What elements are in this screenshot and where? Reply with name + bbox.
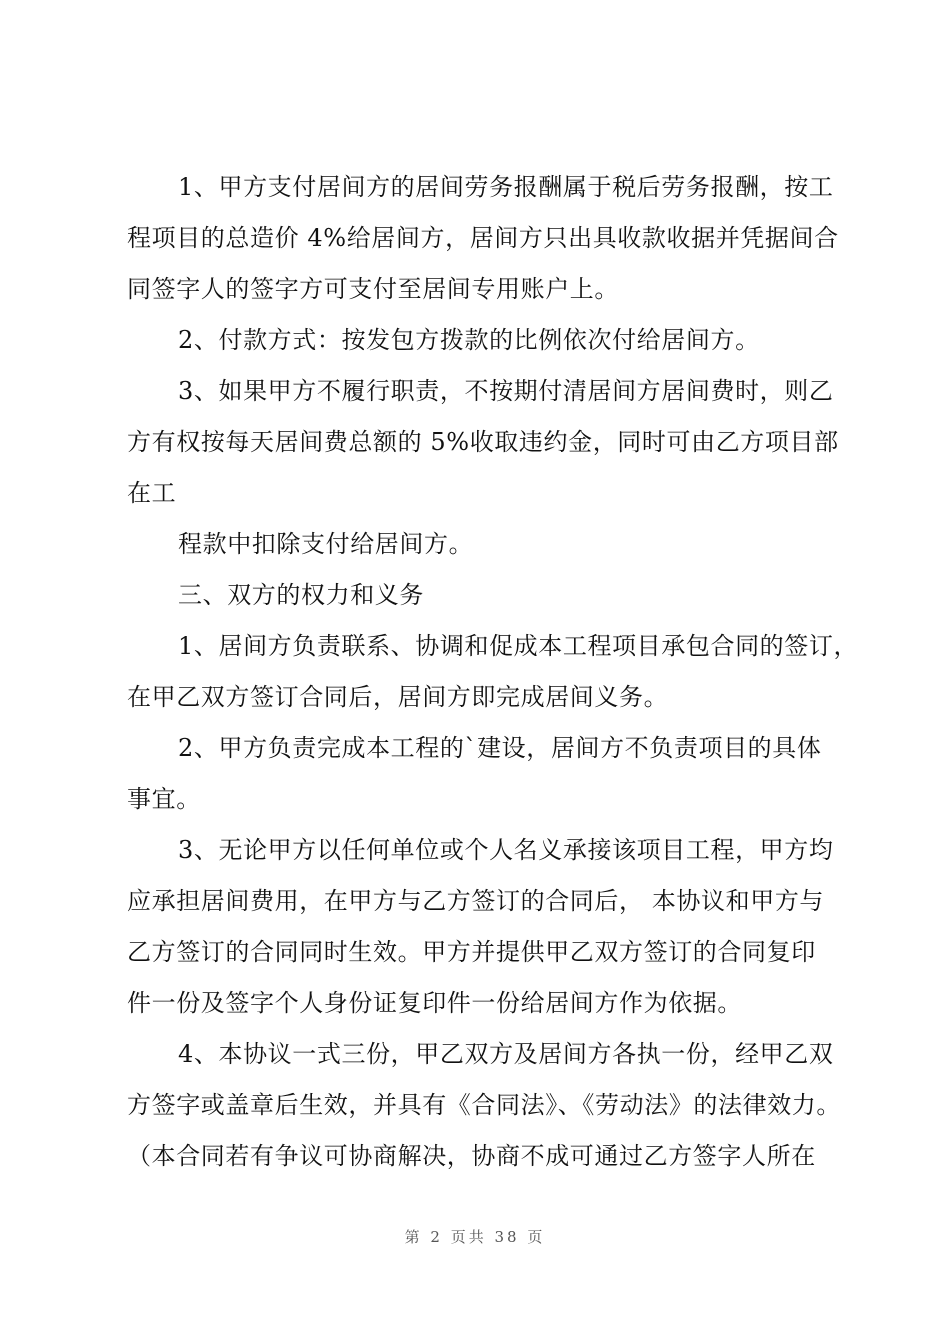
section-heading: 三、双方的权力和义务	[178, 581, 424, 609]
document-body	[127, 162, 859, 1182]
text-line: 1、甲方支付居间方的居间劳务报酬属于税后劳务报酬，按工	[178, 173, 834, 201]
text-line: 1、居间方负责联系、协调和促成本工程项目承包合同的签订，	[178, 632, 859, 660]
text-line: 3、如果甲方不履行职责，不按期付清居间方居间费时，则乙	[178, 377, 834, 405]
text-line: （本合同若有争议可协商解决，协商不成可通过乙方签字人所在	[127, 1142, 816, 1170]
text-line: 在工	[127, 479, 177, 507]
text-line: 事宜。	[127, 785, 201, 813]
text-line: 件一份及签字个人身份证复印件一份给居间方作为依据。	[127, 989, 742, 1017]
text-line: 乙方签订的合同同时生效。甲方并提供甲乙双方签订的合同复印	[127, 938, 816, 966]
text-line: 在甲乙双方签订合同后，居间方即完成居间义务。	[127, 683, 669, 711]
page-number-footer: 第 2 页共 38 页	[404, 1228, 546, 1246]
text-line: 程款中扣除支付给居间方。	[178, 530, 474, 558]
text-line: 2、付款方式：按发包方拨款的比例依次付给居间方。	[178, 326, 760, 354]
text-line: 4、本协议一式三份，甲乙双方及居间方各执一份，经甲乙双	[178, 1040, 834, 1068]
text-line: 2、甲方负责完成本工程的`建设，居间方不负责项目的具体	[178, 734, 822, 762]
text-line: 应承担居间费用，在甲方与乙方签订的合同后， 本协议和甲方与	[127, 887, 825, 915]
text-line: 方签字或盖章后生效，并具有《合同法》、《劳动法》的法律效力。	[127, 1091, 841, 1119]
text-line: 方有权按每天居间费总额的 5%收取违约金，同时可由乙方项目部	[127, 428, 839, 456]
text-line: 同签字人的签字方可支付至居间专用账户上。	[127, 275, 619, 303]
text-line: 3、无论甲方以任何单位或个人名义承接该项目工程，甲方均	[178, 836, 834, 864]
text-line: 程项目的总造价 4%给居间方，居间方只出具收款收据并凭据间合	[127, 224, 839, 252]
